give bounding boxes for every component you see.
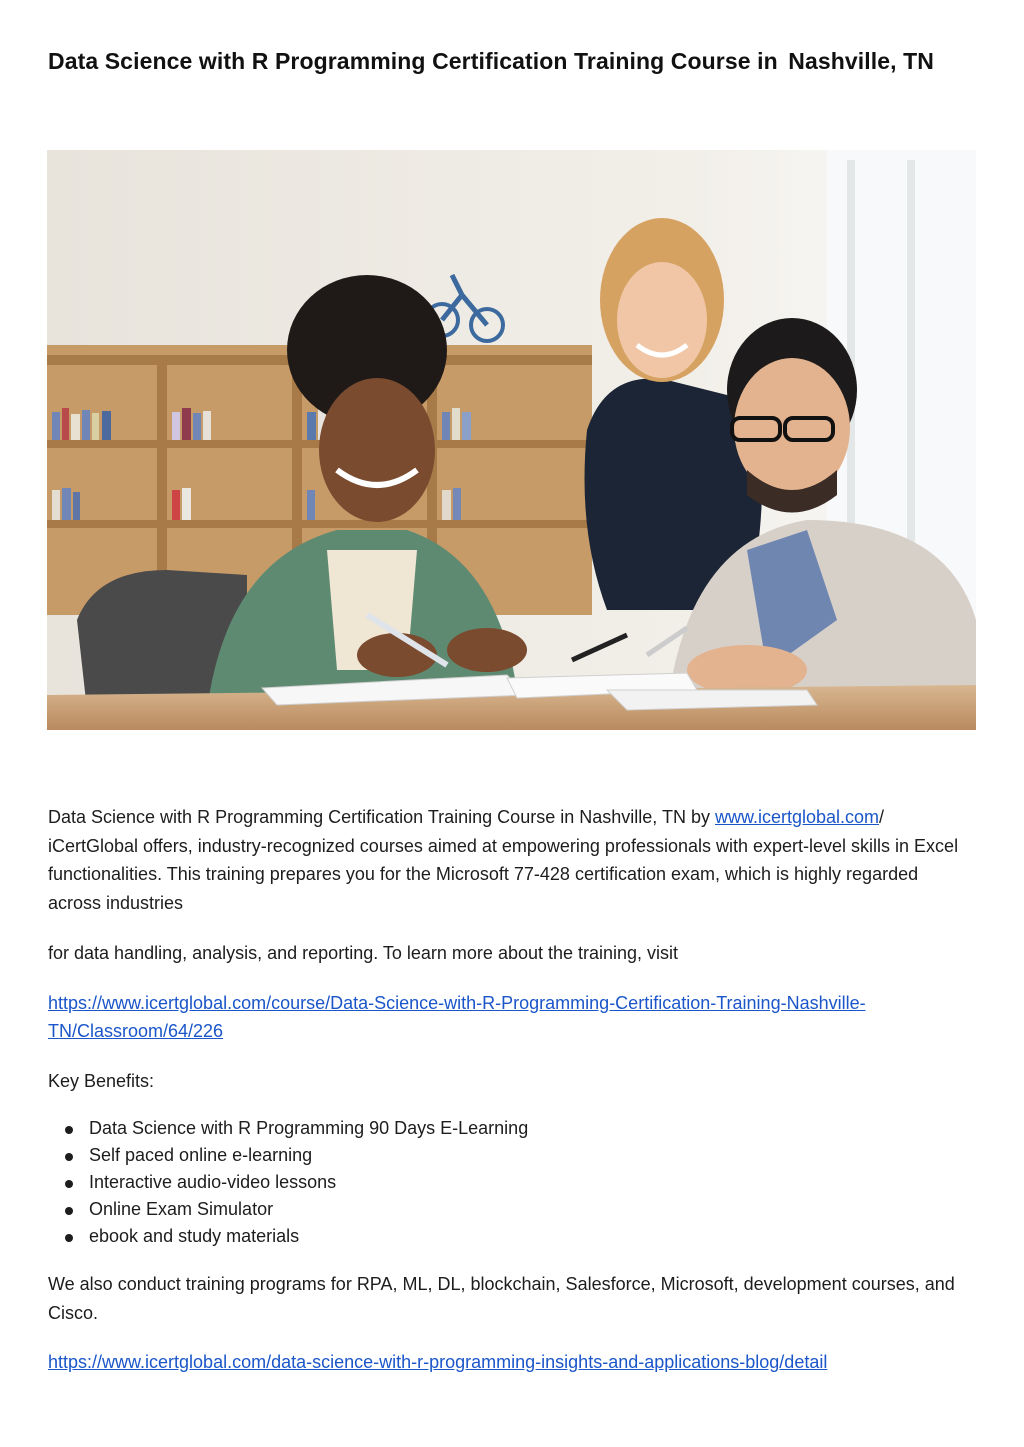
blog-link[interactable]: https://www.icertglobal.com/data-science-with-r-programming-insights-and-applications-blog/detail bbox=[48, 1352, 828, 1372]
programs-paragraph: We also conduct training programs for RPA, ML, DL, blockchain, Salesforce, Microsoft, development courses, and Cisco. bbox=[48, 1274, 955, 1323]
classroom-photo-illustration bbox=[47, 150, 976, 730]
intro-lead: Data Science with R Programming Certification Training Course bbox=[48, 807, 556, 827]
site-link[interactable]: www.icertglobal.com bbox=[714, 807, 880, 827]
list-item: Interactive audio-video lessons bbox=[48, 1169, 968, 1196]
list-item: Self paced online e-learning bbox=[48, 1142, 968, 1169]
course-link-paragraph bbox=[48, 989, 968, 1046]
list-item: Online Exam Simulator bbox=[48, 1196, 968, 1223]
blog-link-paragraph bbox=[48, 1348, 968, 1377]
list-item: ebook and study materials bbox=[48, 1223, 968, 1250]
intro-rest: / iCertGlobal offers, industry-recognized courses aimed at empowering professionals with expert-level skills in Excel functionalities. This training prepares you for the Microsoft 77-428 certification exam, which is highly regarded across industries bbox=[48, 807, 959, 913]
intro-paragraph bbox=[48, 803, 968, 917]
page-title bbox=[48, 48, 988, 75]
list-item: Data Science with R Programming 90 Days E-Learning bbox=[48, 1115, 968, 1142]
page-title-main: Data Science with R Programming Certification Training Course in bbox=[48, 48, 778, 74]
paragraph-visit: for data handling, analysis, and reporting. To learn more about the training, visit bbox=[48, 943, 679, 963]
article-body bbox=[48, 803, 968, 1377]
page-title-location: Nashville, TN bbox=[788, 48, 935, 74]
intro-location: in Nashville, TN by bbox=[560, 807, 710, 827]
key-benefits-list bbox=[48, 1115, 968, 1250]
key-benefits-heading: Key Benefits: bbox=[48, 1070, 155, 1091]
classroom-photo bbox=[47, 150, 976, 730]
course-link[interactable]: https://www.icertglobal.com/course/Data-Science-with-R-Programming-Certification-Training-Nashville-TN/Classroom/64/226 bbox=[48, 992, 866, 1041]
